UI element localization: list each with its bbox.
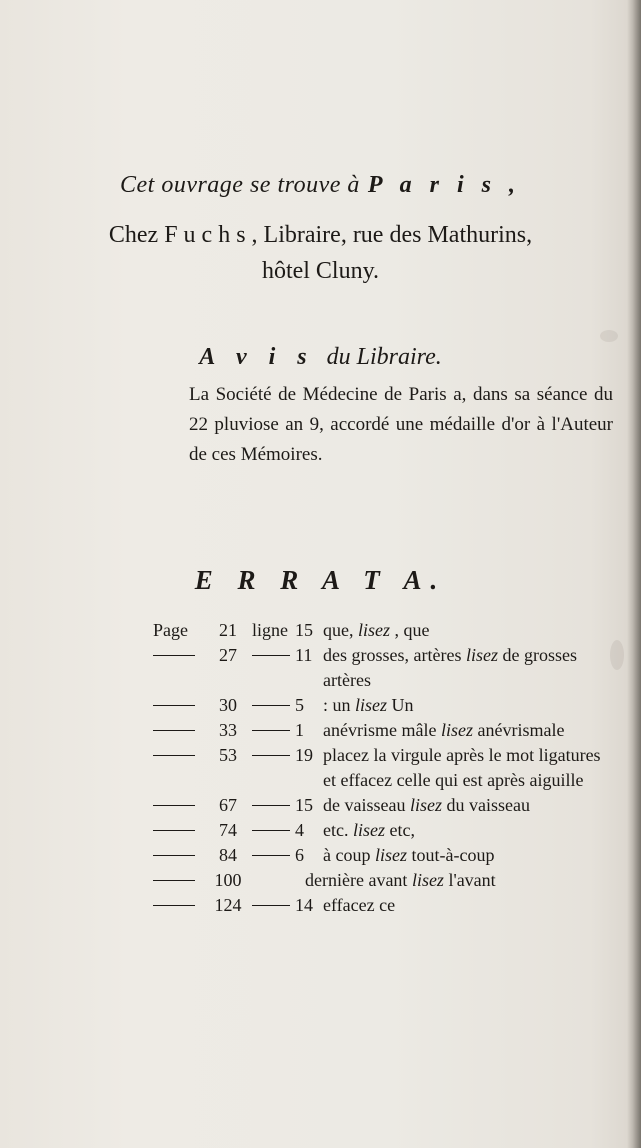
errata-row: [153, 843, 623, 868]
errata-lisez: lisez: [374, 845, 407, 865]
errata-lisez: lisez: [409, 795, 442, 815]
ditto-dash: [252, 755, 290, 756]
errata-page-number: 100: [214, 870, 242, 890]
errata-original-text: placez la virgule après le mot ligatures: [323, 745, 601, 765]
errata-row: [153, 818, 623, 843]
ditto-dash: [252, 705, 290, 706]
imprint-city: P a r i s ,: [367, 172, 521, 198]
errata-row: [153, 893, 623, 918]
publisher-address: [0, 217, 641, 289]
errata-page-number: 124: [214, 895, 242, 915]
ditto-dash: [153, 855, 195, 856]
errata-list: [153, 618, 623, 918]
errata-line-number: 6: [295, 845, 304, 865]
errata-original-text: de vaisseau: [323, 795, 406, 815]
errata-line-number: 14: [295, 895, 313, 915]
errata-page-number: 53: [219, 745, 237, 765]
errata-lisez: lisez: [465, 645, 498, 665]
errata-lisez: lisez: [352, 820, 385, 840]
errata-line-number: 19: [295, 745, 313, 765]
errata-correction: [323, 718, 564, 743]
errata-original-text: dernière avant: [305, 870, 408, 890]
errata-page-number: 27: [219, 645, 237, 665]
ditto-dash: [153, 730, 195, 731]
errata-row: [153, 718, 623, 743]
errata-original-text: : un: [323, 695, 351, 715]
ditto-dash: [252, 905, 290, 906]
errata-page-label: Page: [153, 620, 188, 640]
errata-corrected-text: l'avant: [448, 870, 496, 890]
errata-corrected-text: du vaisseau: [446, 795, 530, 815]
errata-original-text: des grosses, artères: [323, 645, 462, 665]
ditto-dash: [153, 755, 195, 756]
errata-page-number: 21: [219, 620, 237, 640]
errata-correction: [323, 818, 415, 843]
avis-title-rest: du Libraire.: [326, 344, 442, 370]
publisher-hotel: hôtel Cluny.: [261, 258, 380, 284]
ditto-dash: [252, 805, 290, 806]
publisher-line: Chez F u c h s , Libraire, rue des Mathurins,: [108, 222, 533, 248]
errata-page-number: 84: [219, 845, 237, 865]
errata-correction: [323, 893, 395, 918]
errata-original-text: à coup: [323, 845, 371, 865]
ditto-dash: [153, 830, 195, 831]
errata-original-text: etc.: [323, 820, 349, 840]
ditto-dash: [252, 730, 290, 731]
errata-line-number: 5: [295, 695, 304, 715]
errata-original-text: effacez ce: [323, 895, 396, 915]
errata-corrected-text: etc,: [389, 820, 415, 840]
imprint-prefix: Cet ouvrage se trouve à: [119, 172, 360, 198]
errata-corrected-text: de grosses: [502, 645, 577, 665]
ditto-dash: [252, 830, 290, 831]
ditto-dash: [153, 655, 195, 656]
errata-row: [153, 693, 623, 718]
errata-corrected-text: Un: [391, 695, 414, 715]
errata-row: [153, 868, 623, 893]
errata-line-number: 15: [295, 795, 313, 815]
errata-row: [153, 793, 623, 818]
errata-lisez: lisez: [411, 870, 444, 890]
errata-continuation: et effacez celle qui est après aiguille: [323, 770, 584, 790]
errata-corrected-text: , que: [394, 620, 430, 640]
avis-paragraph-block: [189, 380, 613, 470]
ditto-dash: [153, 905, 195, 906]
errata-correction: [323, 793, 530, 818]
errata-correction: [323, 843, 494, 868]
avis-paragraph: La Société de Médecine de Paris a, dans sa séance du 22 pluviose an 9, accordé une médaille d'or à l'Auteur de ces Mémoires.: [189, 384, 613, 465]
errata-lisez: lisez: [358, 620, 391, 640]
errata-corrected-text: anévrismale: [477, 720, 565, 740]
errata-row: [153, 618, 623, 643]
errata-continuation: artères: [323, 670, 371, 690]
errata-page-number: 74: [219, 820, 237, 840]
ditto-dash: [153, 880, 195, 881]
ditto-dash: [153, 705, 195, 706]
errata-original-text: anévrisme mâle: [323, 720, 437, 740]
errata-line-label: ligne: [252, 620, 288, 640]
errata-line-number: 1: [295, 720, 304, 740]
errata-correction: [323, 743, 601, 768]
avis-title: [0, 344, 641, 371]
errata-correction: [323, 618, 430, 643]
ditto-dash: [153, 805, 195, 806]
errata-row: [153, 643, 623, 668]
errata-title: E R R A T A.: [194, 565, 447, 595]
errata-correction: [323, 693, 414, 718]
errata-correction: [305, 868, 496, 893]
errata-page-number: 67: [219, 795, 237, 815]
errata-page-number: 33: [219, 720, 237, 740]
errata-original-text: que,: [323, 620, 354, 640]
avis-title-lead: A v i s: [199, 344, 315, 370]
errata-line-number: 4: [295, 820, 304, 840]
errata-lisez: lisez: [355, 695, 388, 715]
errata-lisez: lisez: [440, 720, 473, 740]
errata-page-number: 30: [219, 695, 237, 715]
errata-correction: [323, 643, 577, 668]
ditto-dash: [252, 855, 290, 856]
errata-line-number: 15: [295, 620, 313, 640]
ditto-dash: [252, 655, 290, 656]
errata-line-number: 11: [295, 645, 313, 665]
errata-row: [153, 743, 623, 768]
imprint-line: [0, 172, 641, 199]
paper-stain: [600, 330, 618, 342]
errata-corrected-text: tout-à-coup: [411, 845, 495, 865]
